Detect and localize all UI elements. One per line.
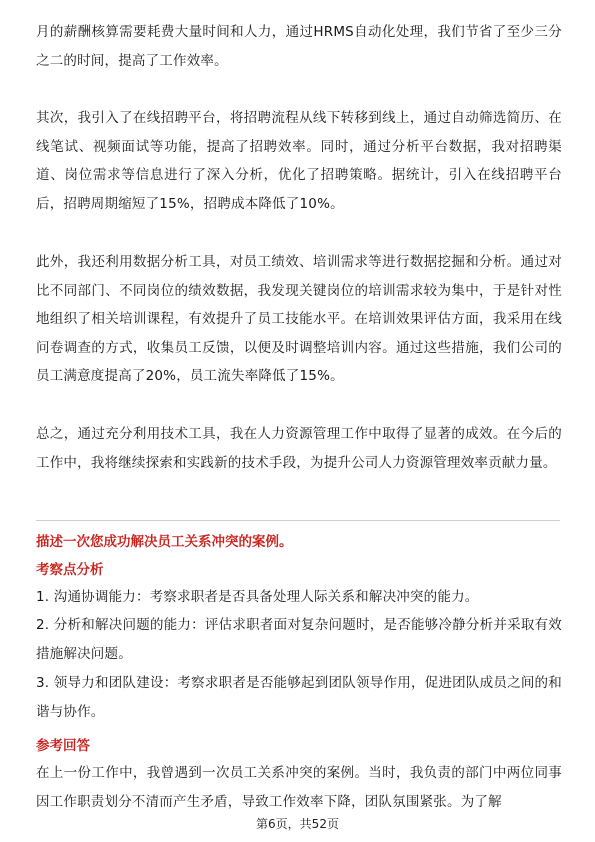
analysis-heading: 考察点分析 — [36, 562, 104, 578]
analysis-item: 1. 沟通协调能力：考察求职者是否具备处理人际关系和解决冲突的能力。 — [36, 589, 479, 605]
body-paragraph: 总之，通过充分利用技术工具，我在人力资源管理工作中取得了显著的成效。在今后的工作中，我将继续探索和实践新的技术手段，为提升公司人力资源管理效率贡献力量。 — [36, 426, 562, 471]
analysis-item: 2. 分析和解决问题的能力：评估求职者面对复杂问题时，是否能够冷静分析并采取有效措施解决问题。 — [36, 617, 562, 662]
body-paragraph: 此外，我还利用数据分析工具，对员工绩效、培训需求等进行数据挖掘和分析。通过对比不同部门、不同岗位的绩效数据，我发现关键岗位的培训需求较为集中，于是针对性地组织了相关培训课程，有效提升了员工技能水平。在培训效果评估方面，我采用在线问卷调查的方式，收集员工反馈，以便及时调整培训内容。通过这些措施，我们公司的员工满意度提高了20%，员工流失率降低了15%。 — [36, 254, 562, 384]
answer-paragraph: 在上一份工作中，我曾遇到一次员工关系冲突的案例。当时，我负责的部门中两位同事因工作职责划分不清而产生矛盾，导致工作效率下降，团队氛围紧张。为了解 — [36, 765, 562, 810]
page-number: 第6页，共52页 — [256, 817, 339, 831]
analysis-item: 3. 领导力和团队建设：考察求职者是否能够起到团队领导作用，促进团队成员之间的和谐与协作。 — [36, 675, 562, 720]
section-divider — [36, 520, 560, 521]
body-paragraph: 月的薪酬核算需要耗费大量时间和人力，通过HRMS自动化处理，我们节省了至少三分之二的时间，提高了工作效率。 — [36, 24, 562, 69]
body-paragraph: 其次，我引入了在线招聘平台，将招聘流程从线下转移到线上，通过自动筛选简历、在线笔试、视频面试等功能，提高了招聘效率。同时，通过分析平台数据，我对招聘渠道、岗位需求等信息进行了深入分析，优化了招聘策略。据统计，引入在线招聘平台后，招聘周期缩短了15%，招聘成本降低了10%。 — [36, 110, 562, 212]
question-title: 描述一次您成功解决员工关系冲突的案例。 — [36, 534, 293, 550]
answer-heading: 参考回答 — [36, 738, 90, 754]
